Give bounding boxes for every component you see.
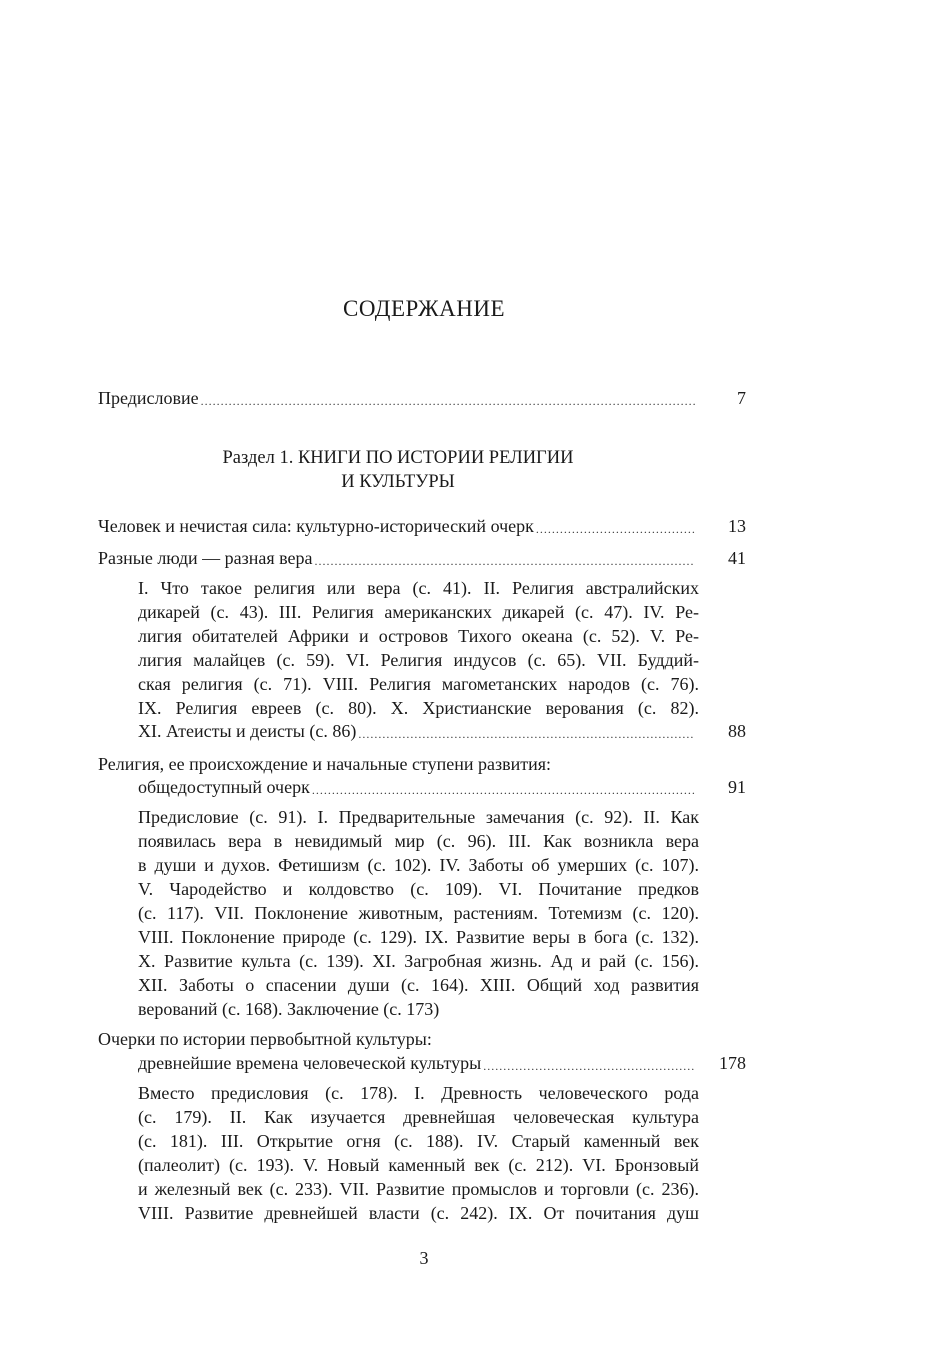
toc-page-number: 7 [737,388,746,408]
contents-line: X. Развитие культа (с. 139). XI. Загробная жизнь. Ад и рай (с. 156). [138,951,699,971]
dot-leader [536,519,695,539]
toc-entry-primitive-culture[interactable] [138,1050,746,1076]
toc-page-number: 91 [728,777,746,797]
contents-line: (с. 181). III. Открытие огня (с. 188). IV. Старый каменный век [138,1131,699,1151]
contents-line: ская религия (с. 71). VIII. Религия магометанских народов (с. 76). [138,674,699,694]
contents-line: Предисловие (с. 91). I. Предварительные замечания (с. 92). II. Как [138,807,699,827]
toc-page-number: 178 [719,1053,746,1073]
toc-entry-religion-origin[interactable] [138,774,746,800]
contents-line: лигия обитателей Африки и островов Тихого океана (с. 52). V. Ре- [138,626,699,646]
toc-entry-label-line1: Религия, ее происхождение и начальные ступени развития: [98,754,552,774]
contents-line: XII. Заботы о спасении души (с. 164). XIII. Общий ход развития [138,975,699,995]
contents-line: IX. Религия евреев (с. 80). X. Христианские верования (с. 82). [138,698,699,718]
toc-entry-different-people[interactable] [98,545,746,571]
toc-entry-preface[interactable] [98,385,746,411]
contents-line: в души и духов. Фетишизм (с. 102). IV. Заботы об умерших (с. 107). [138,855,699,875]
contents-line: дикарей (с. 43). III. Религия американских дикарей (с. 47). IV. Ре- [138,602,699,622]
contents-line: верований (с. 168). Заключение (с. 173) [138,999,440,1019]
section-heading-line2: И КУЛЬТУРЫ [341,472,455,492]
toc-entry-man-and-evil[interactable] [98,513,746,539]
toc-entry-label: Предисловие [98,388,199,408]
contents-line: V. Чародейство и колдовство (с. 109). VI. Почитание предков [138,879,699,899]
contents-line: I. Что такое религия или вера (с. 41). II. Религия австралийских [138,578,699,598]
contents-line: и железный век (с. 233). VII. Развитие промыслов и торговли (с. 236). [138,1179,699,1199]
dot-leader [315,551,695,571]
contents-line: VIII. Развитие древнейшей власти (с. 242). IX. От почитания душ [138,1203,699,1223]
contents-line: появилась вера в невидимый мир (с. 96). III. Как возникла вера [138,831,699,851]
toc-entry-label-line1: Очерки по истории первобытной культуры: [98,1029,432,1049]
toc-entry-label: общедоступный очерк [138,777,310,797]
dot-leader [312,780,695,800]
contents-line: (с. 117). VII. Поклонение животным, растениям. Тотемизм (с. 120). [138,903,699,923]
toc-page-number: 88 [728,721,746,741]
entry4-contents [138,1081,699,1225]
toc-entry-label: Разные люди — разная вера [98,548,313,568]
toc-page-number: 41 [728,548,746,568]
toc-entry-atheists[interactable] [138,718,746,744]
page-number: 3 [419,1248,429,1268]
page-title: СОДЕРЖАНИЕ [342,296,505,321]
contents-line: лигия малайцев (с. 59). VI. Религия индусов (с. 65). VII. Буддий- [138,650,699,670]
dot-leader [358,724,695,744]
contents-line: (с. 179). II. Как изучается древнейшая человеческая культура [138,1107,699,1127]
toc-entry-label: древнейшие времена человеческой культуры [138,1053,482,1073]
toc-page-number: 13 [728,516,746,536]
entry2-contents [138,576,699,720]
contents-line: VIII. Поклонение природе (с. 129). IX. Развитие веры в бога (с. 132). [138,927,699,947]
dot-leader [201,391,695,411]
section-heading-line1: Раздел 1. КНИГИ ПО ИСТОРИИ РЕЛИГИИ [222,448,574,468]
dot-leader [483,1056,695,1076]
contents-line: Вместо предисловия (с. 178). I. Древность человеческого рода [138,1083,699,1103]
contents-line: (палеолит) (с. 193). V. Новый каменный век (с. 212). VI. Бронзовый [138,1155,699,1175]
entry3-contents [138,805,699,1021]
toc-entry-label: XI. Атеисты и деисты (с. 86) [138,721,357,741]
toc-entry-label: Человек и нечистая сила: культурно-исторический очерк [98,516,534,536]
